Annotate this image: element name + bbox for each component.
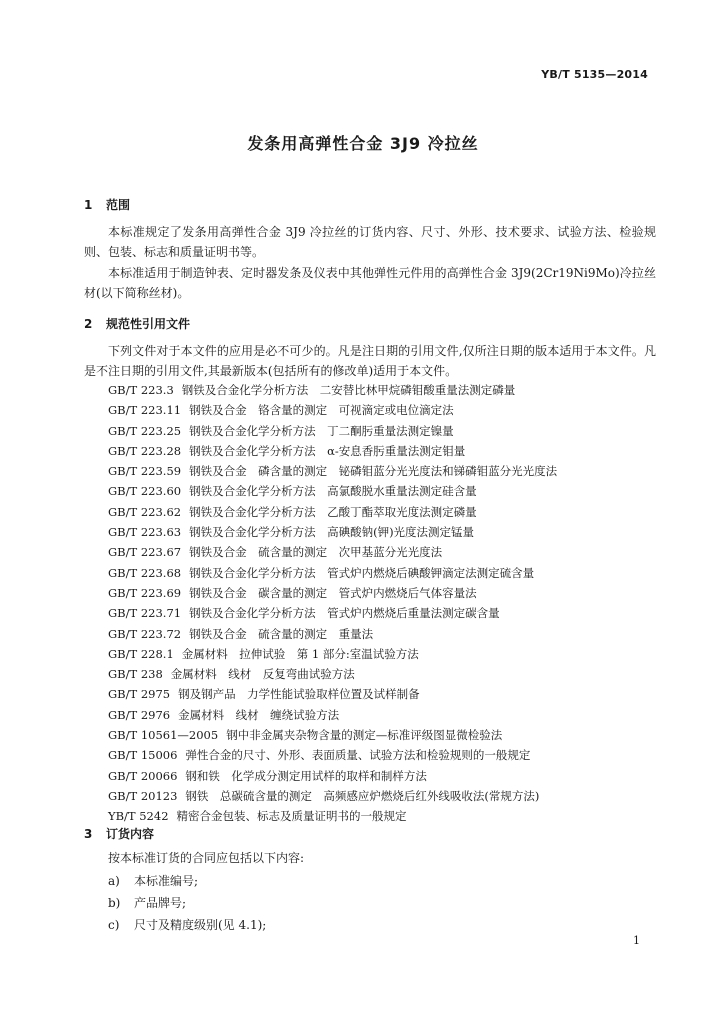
reference-title: 精密合金包装、标志及质量证明书的一般规定 [176, 809, 407, 824]
reference-title: 钢和铁 化学成分测定用试样的取样和制样方法 [185, 768, 427, 783]
list-item [108, 914, 266, 936]
reference-item [108, 725, 557, 745]
reference-title: 钢铁及合金化学分析方法 丁二酮肟重量法测定镍量 [189, 423, 454, 438]
reference-item [108, 603, 557, 623]
reference-item [108, 522, 557, 542]
scope-paragraph-2: 本标准适用于制造钟表、定时器发条及仪表中其他弹性元件用的高弹性合金 3J9(2Cr19Ni9Mo)冷拉丝材(以下简称丝材)。 [84, 266, 656, 300]
reference-title: 钢铁及合金 磷含量的测定 铋磷钼蓝分光光度法和锑磷钼蓝分光光度法 [189, 464, 558, 479]
reference-title: 钢铁及合金化学分析方法 二安替比林甲烷磷钼酸重量法测定磷量 [181, 383, 516, 397]
reference-code: GB/T 15006 [108, 748, 178, 763]
reference-code: GB/T 223.3 [108, 383, 174, 397]
reference-title: 钢铁及合金 硫含量的测定 次甲基蓝分光光度法 [189, 545, 443, 560]
reference-item [108, 786, 557, 806]
list-item-text: 本标准编号; [134, 874, 199, 888]
reference-code: GB/T 223.63 [108, 525, 182, 540]
reference-title: 钢铁及合金 碳含量的测定 管式炉内燃烧后气体容量法 [189, 585, 477, 600]
reference-item [108, 705, 557, 725]
reference-title: 钢铁及合金化学分析方法 高碘酸钠(钾)光度法测定锰量 [189, 525, 475, 540]
standard-code: YB/T 5135—2014 [541, 68, 648, 81]
reference-item [108, 400, 557, 420]
reference-item [108, 583, 557, 603]
reference-code: YB/T 5242 [108, 809, 169, 824]
reference-code: GB/T 223.11 [108, 403, 182, 418]
reference-item [108, 766, 557, 786]
reference-title: 钢中非金属夹杂物含量的测定—标准评级图显微检验法 [226, 728, 503, 743]
reference-code: GB/T 10561—2005 [108, 728, 219, 743]
reference-code: GB/T 223.71 [108, 606, 182, 621]
reference-item [108, 421, 557, 441]
section-heading-scope [84, 196, 130, 213]
reference-title: 弹性合金的尺寸、外形、表面质量、试验方法和检验规则的一般规定 [185, 748, 531, 763]
reference-item [108, 542, 557, 562]
reference-title: 钢铁及合金化学分析方法 乙酸丁酯萃取光度法测定磷量 [189, 504, 477, 519]
reference-title: 钢铁及合金化学分析方法 管式炉内燃烧后碘酸钾滴定法测定硫含量 [189, 565, 535, 580]
section-number: 1 [84, 198, 93, 212]
reference-item [108, 644, 557, 664]
reference-code: GB/T 223.67 [108, 545, 182, 560]
list-marker: a) [108, 874, 120, 888]
reference-item [108, 481, 557, 501]
reference-item [108, 745, 557, 765]
section-heading-ordering [84, 825, 154, 842]
page-number: 1 [633, 934, 640, 947]
section-number: 2 [84, 317, 93, 331]
list-marker: c) [108, 918, 120, 932]
list-item-text: 尺寸及精度级别(见 4.1); [134, 918, 267, 932]
reference-item [108, 380, 557, 400]
reference-code: GB/T 223.69 [108, 585, 182, 600]
reference-code: GB/T 223.25 [108, 423, 182, 438]
reference-code: GB/T 2976 [108, 707, 171, 722]
reference-list [108, 380, 557, 827]
reference-code: GB/T 223.28 [108, 443, 182, 458]
reference-item [108, 624, 557, 644]
reference-title: 钢铁 总碳硫含量的测定 高频感应炉燃烧后红外线吸收法(常规方法) [185, 788, 540, 803]
reference-code: GB/T 223.68 [108, 565, 182, 580]
ordering-intro: 按本标准订货的合同应包括以下内容: [108, 851, 305, 865]
section-heading-references [84, 315, 190, 332]
reference-title: 钢铁及合金化学分析方法 高氯酸脱水重量法测定硅含量 [189, 484, 477, 499]
reference-title: 钢铁及合金化学分析方法 管式炉内燃烧后重量法测定碳含量 [189, 606, 500, 621]
reference-item [108, 461, 557, 481]
scope-paragraph-1: 本标准规定了发条用高弹性合金 3J9 冷拉丝的订货内容、尺寸、外形、技术要求、试验方法、检验规则、包装、标志和质量证明书等。 [84, 225, 656, 259]
references-intro: 下列文件对于本文件的应用是必不可少的。凡是注日期的引用文件,仅所注日期的版本适用于本文件。凡是不注日期的引用文件,其最新版本(包括所有的修改单)适用于本文件。 [84, 344, 656, 378]
list-item [108, 870, 266, 892]
reference-code: GB/T 20123 [108, 788, 178, 803]
section-title: 规范性引用文件 [106, 317, 191, 331]
reference-item [108, 806, 557, 826]
section-number: 3 [84, 827, 93, 841]
reference-item [108, 502, 557, 522]
reference-title: 金属材料 线材 缠绕试验方法 [178, 707, 340, 722]
reference-code: GB/T 223.60 [108, 484, 182, 499]
reference-title: 钢铁及合金 硫含量的测定 重量法 [189, 626, 374, 641]
reference-title: 钢铁及合金 铬含量的测定 可视滴定或电位滴定法 [189, 403, 454, 418]
reference-code: GB/T 223.62 [108, 504, 182, 519]
reference-title: 钢及钢产品 力学性能试验取样位置及试样制备 [178, 687, 420, 702]
reference-item [108, 664, 557, 684]
reference-code: GB/T 20066 [108, 768, 178, 783]
reference-code: GB/T 223.59 [108, 464, 182, 479]
reference-code: GB/T 228.1 [108, 646, 174, 661]
reference-item [108, 441, 557, 461]
reference-item [108, 563, 557, 583]
reference-code: GB/T 223.72 [108, 626, 182, 641]
reference-title: 钢铁及合金化学分析方法 α-安息香肟重量法测定钼量 [189, 443, 466, 458]
list-item [108, 892, 266, 914]
reference-title: 金属材料 拉伸试验 第 1 部分:室温试验方法 [181, 646, 419, 661]
reference-title: 金属材料 线材 反复弯曲试验方法 [170, 667, 355, 682]
reference-code: GB/T 2975 [108, 687, 171, 702]
list-marker: b) [108, 896, 121, 910]
ordering-list [108, 870, 266, 936]
list-item-text: 产品牌号; [134, 896, 187, 910]
reference-item [108, 684, 557, 704]
section-title: 订货内容 [106, 827, 155, 841]
section-title: 范围 [106, 198, 131, 212]
document-title: 发条用高弹性合金 3J9 冷拉丝 [247, 134, 479, 153]
reference-code: GB/T 238 [108, 667, 163, 682]
